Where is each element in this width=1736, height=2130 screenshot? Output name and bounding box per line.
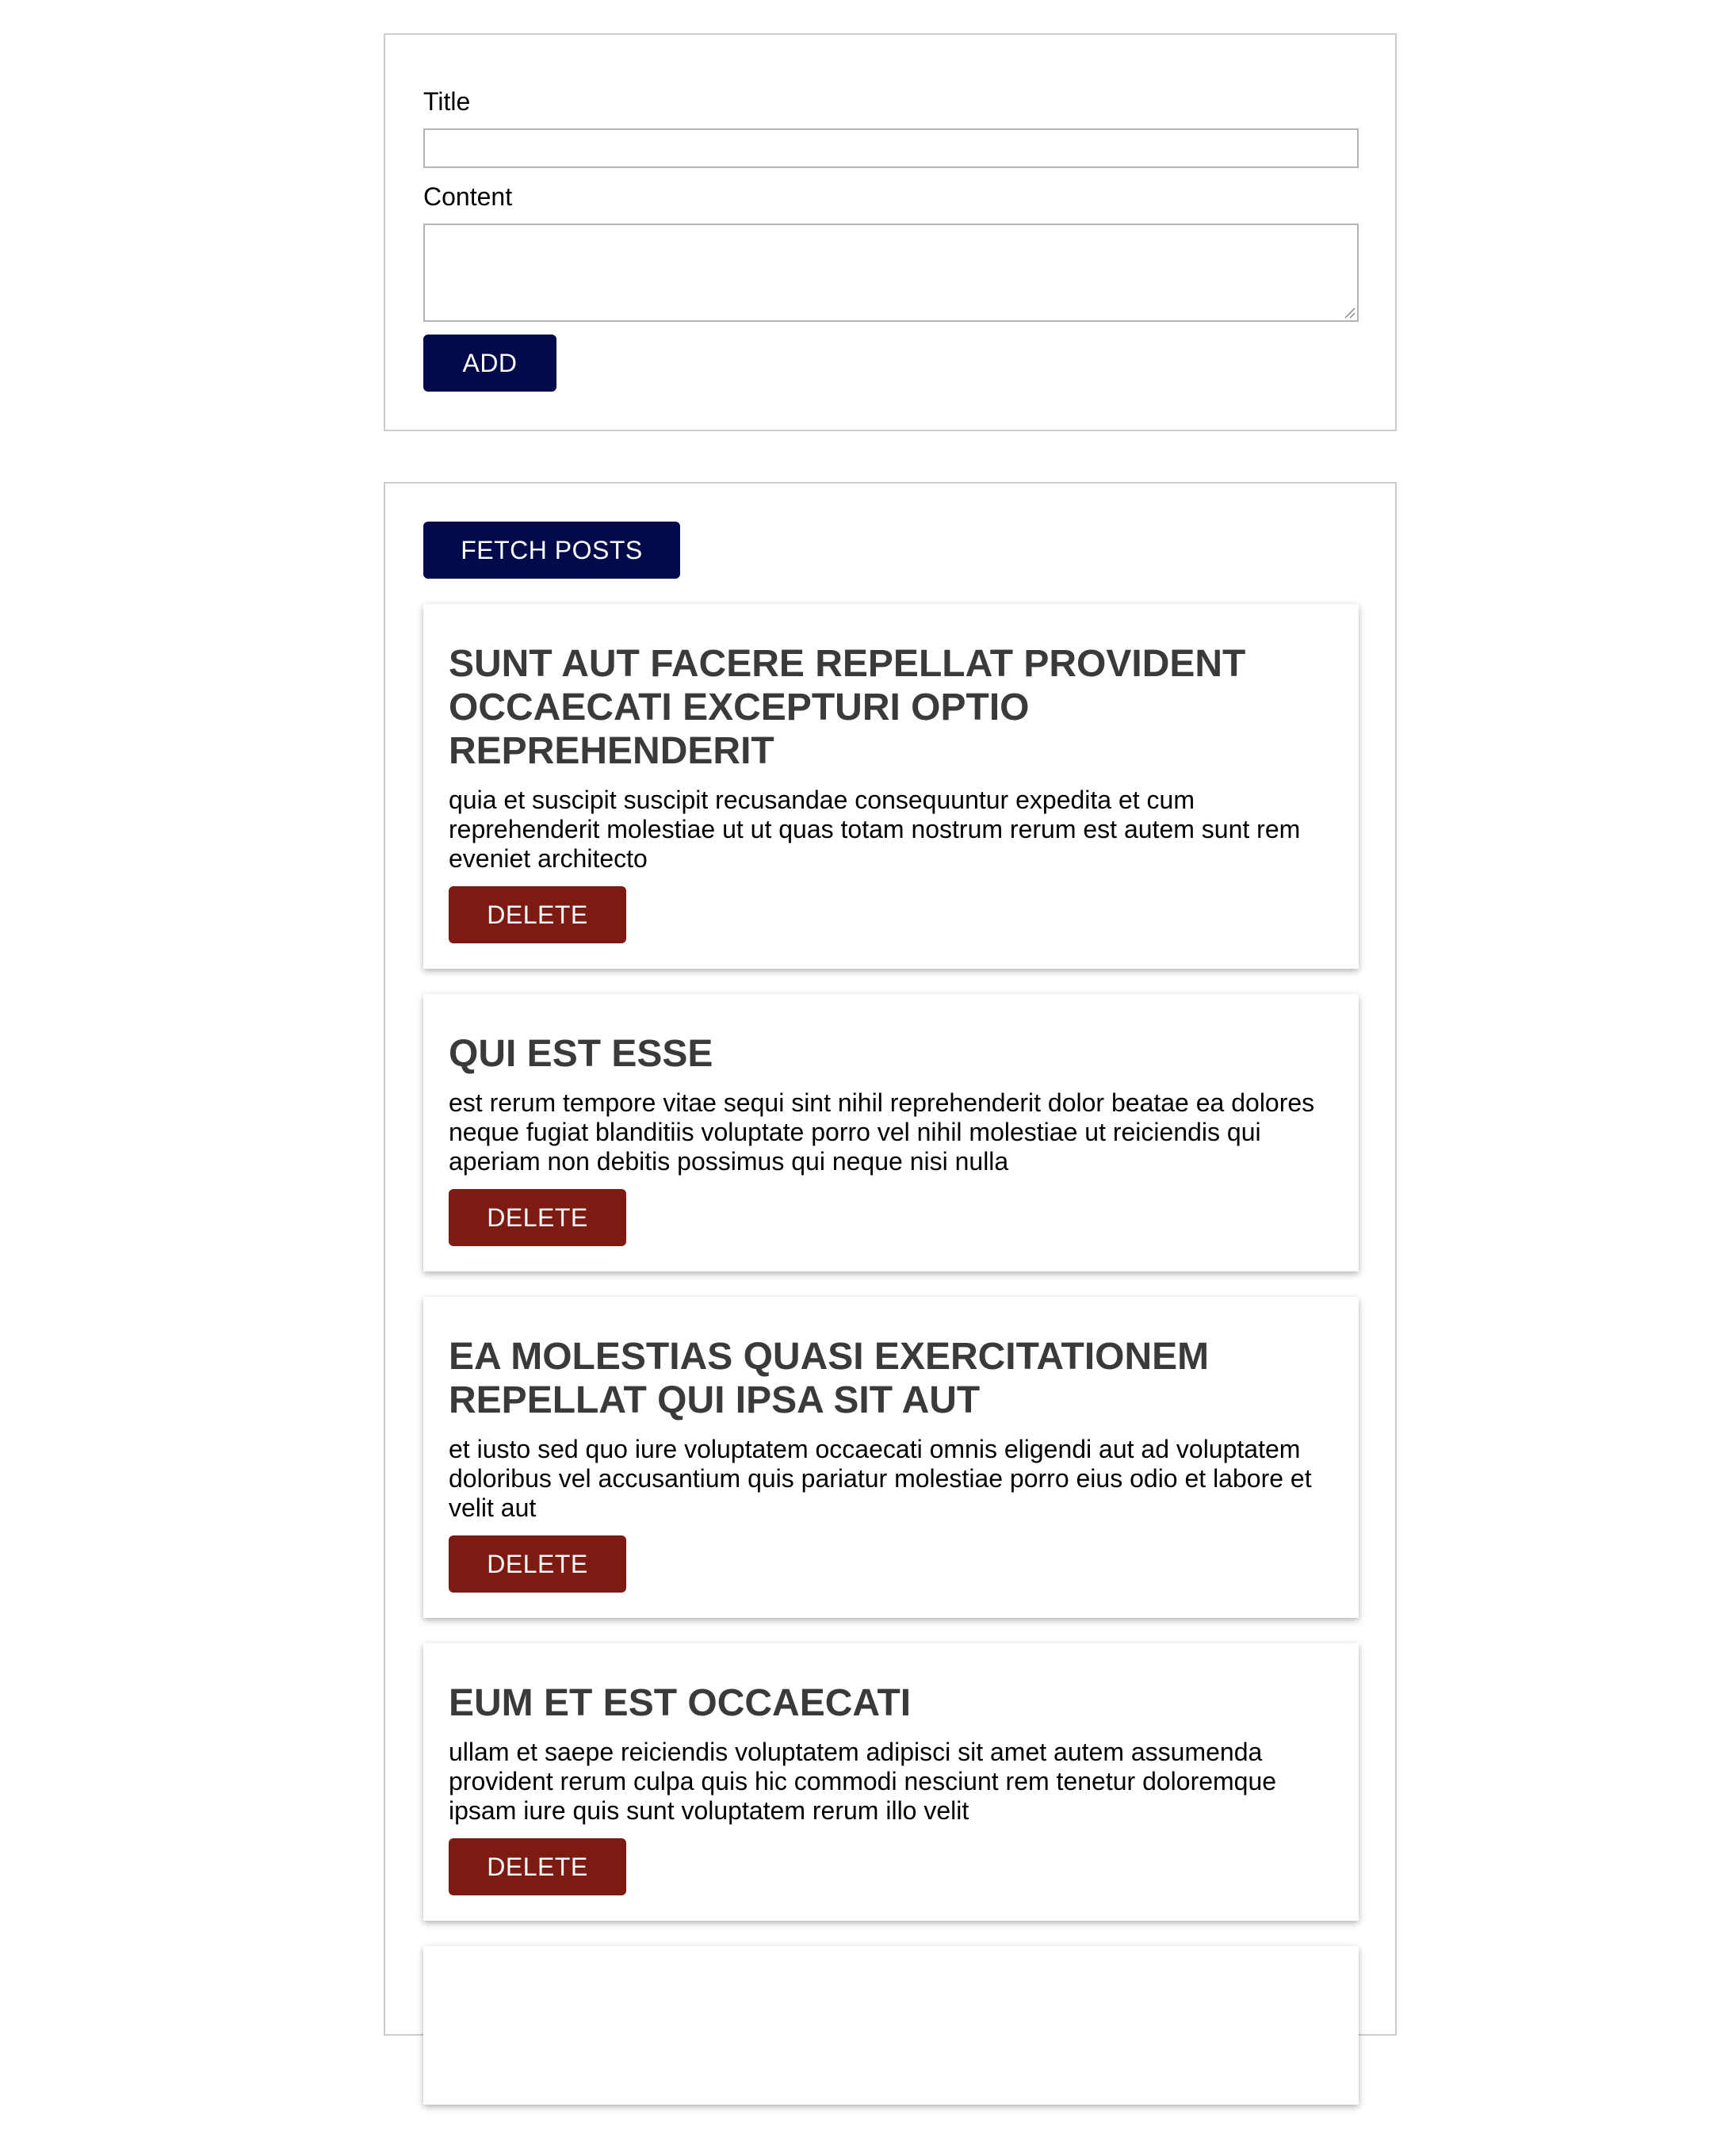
post-title: SUNT AUT FACERE REPELLAT PROVIDENT OCCAECATI EXCEPTURI OPTIO REPREHENDERIT (449, 643, 1246, 772)
title-label: Title (423, 87, 471, 116)
post-list (423, 604, 1359, 2130)
delete-post-button[interactable]: DELETE (449, 1535, 626, 1593)
delete-post-button[interactable]: DELETE (449, 1189, 626, 1246)
fetch-posts-button[interactable]: FETCH POSTS (423, 522, 680, 579)
add-button[interactable]: ADD (423, 335, 556, 392)
post-body: et iusto sed quo iure voluptatem occaecati omnis eligendi aut ad voluptatem doloribus vel accusantium quis pariatur molestiae porro eius odio et labore et velit aut (449, 1435, 1312, 1522)
post-title: EUM ET EST OCCAECATI (449, 1682, 912, 1724)
post-body: est rerum tempore vitae sequi sint nihil reprehenderit dolor beatae ea dolores neque fugiat blanditiis voluptate porro vel nihil molestiae ut reiciendis qui aperiam non debitis possimus qui neque nisi nulla (449, 1088, 1315, 1176)
content-textarea[interactable] (423, 224, 1359, 322)
add-post-form (384, 33, 1397, 431)
delete-post-button[interactable]: DELETE (449, 886, 626, 943)
post-body: quia et suscipit suscipit recusandae consequuntur expedita et cum reprehenderit molestiae ut ut quas totam nostrum rerum est autem sunt rem eveniet architecto (449, 786, 1301, 873)
delete-post-button[interactable]: DELETE (449, 1838, 626, 1895)
post-card (423, 1643, 1359, 1921)
content-label: Content (423, 182, 513, 211)
post-body: ullam et saepe reiciendis voluptatem adipisci sit amet autem assumenda provident rerum culpa quis hic commodi nesciunt rem tenetur doloremque ipsam iure quis sunt voluptatem rerum illo velit (449, 1738, 1277, 1825)
post-card (423, 604, 1359, 969)
post-title: EA MOLESTIAS QUASI EXERCITATIONEM REPELLAT QUI IPSA SIT AUT (449, 1336, 1210, 1421)
posts-panel (384, 482, 1397, 2036)
post-card (423, 994, 1359, 1271)
title-input[interactable] (423, 128, 1359, 168)
post-card (423, 1297, 1359, 1618)
post-title: QUI EST ESSE (449, 1033, 713, 1075)
post-card-partial (423, 1946, 1359, 2105)
